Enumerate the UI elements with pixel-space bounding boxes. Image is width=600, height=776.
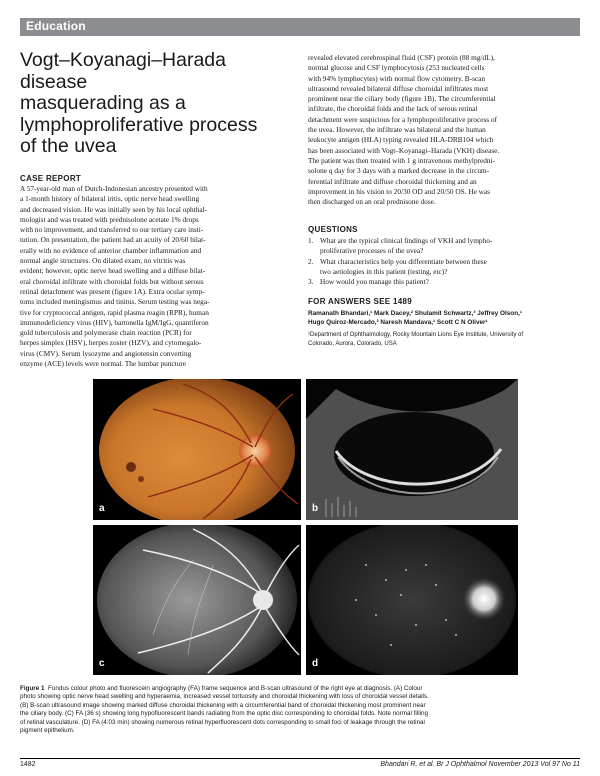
- section-banner: [20, 18, 580, 36]
- body-line: A 57-year-old man of Dutch-Indonesian ancestry presented with: [20, 184, 208, 193]
- affiliation-line: ¹Department of Ophthalmology, Rocky Mountain Lions Eye Institute, University of: [308, 332, 523, 338]
- body-line: tive for cryptococcal antigen, rapid plasma reagin (RPR), human: [20, 307, 209, 317]
- title-line: Vogt–Koyanagi–Harada disease: [20, 49, 226, 93]
- question-item: [308, 257, 580, 278]
- panel-label: b: [312, 503, 319, 514]
- question-line: two aetiologies in this patient (testing, etc)?: [320, 266, 448, 276]
- questions-heading: QUESTIONS: [308, 225, 358, 234]
- author-line: Hugo Quiroz-Mercado,³ Naresh Mandava,¹ Scott C N Oliver¹: [308, 319, 488, 327]
- body-line: evident; however, optic nerve head swelling and a diffuse bilat-: [20, 266, 206, 276]
- caption-line: [20, 685, 580, 693]
- body-line: retinal detachment was present (figure 1A). Extra ocular symp-: [20, 286, 205, 296]
- question-line: What are the typical clinical findings of VKH and lympho-: [320, 236, 493, 245]
- author-line: Ramanath Bhandari,¹ Mark Dacey,² Shulamit Schwartz,³ Jeffrey Olson,¹: [308, 310, 523, 317]
- article-title: [20, 50, 290, 158]
- caption-line: (B) B-scan ultrasound image showing marked diffuse choroidal thickening with a circumferential band of choroidal thickening most prominent near: [20, 701, 426, 709]
- body-line: then discharged on an oral prednisone dose.: [308, 197, 436, 207]
- fundus-photo-image: [93, 379, 301, 520]
- fundus-photo-panel: [93, 379, 301, 520]
- answers-link[interactable]: FOR ANSWERS SEE 1489: [308, 297, 412, 306]
- affiliation-line: Colorado, Aurora, Colorado, USA: [308, 340, 397, 347]
- page-number: 1482: [20, 761, 36, 768]
- body-line: ultrasound revealed bilateral diffuse choroidal infiltrates most: [308, 83, 489, 93]
- question-number: 2.: [308, 256, 314, 266]
- body-line: has been associated with Vogt–Koyanagi–Harada (VKH) disease.: [308, 145, 500, 155]
- body-line: toms included meningismus and tinitus. Serum testing was nega-: [20, 297, 210, 307]
- questions-list: [308, 236, 580, 287]
- body-line: detachment were suspicious for a lymphoproliferative process of: [308, 114, 498, 124]
- body-line: prominent near the ciliary body (figure 1B). The circumferential: [308, 94, 496, 104]
- caption-line: the ciliary body. (C) FA (36 s) showing long hypofluorescent bands radiating from the optic disc corresponding to choroidal folds. Note normal filling: [20, 710, 428, 718]
- case-report-heading: CASE REPORT: [20, 174, 82, 183]
- body-line: tution. On presentation, the patient had an acuity of 20/60 bilat-: [20, 235, 206, 245]
- body-line: with no improvement, and transferred to our tertiary care insti-: [20, 225, 204, 235]
- question-number: 3.: [308, 277, 314, 287]
- author-list: [308, 309, 580, 328]
- body-line: infiltrate, the choroidal folds and the lack of serous retinal: [308, 104, 478, 114]
- question-line: How would you manage this patient?: [320, 277, 429, 287]
- body-line: herpes simplex (HSV), herpes zoster (HZV), and cytomegalo-: [20, 338, 202, 348]
- journal-citation: Bhandari R, et al. Br J Ophthalmol November 2013 Vol 97 No 11: [380, 761, 580, 768]
- body-line: solone q day for 3 days with a marked decrease in the circum-: [308, 166, 490, 176]
- caption-line: photo showing optic nerve head swelling and hyperaemia, increased vessel tortuosity and choroidal thickening with loss of choroidal vessel details.: [20, 693, 429, 701]
- body-line: virus (CMV). Serum lysozyme and angiotensin converting: [20, 348, 192, 358]
- body-line: revealed elevated cerebrospinal fluid (CSF) protein (88 mg/dL),: [308, 53, 495, 62]
- caption-line: of retinal vasculature. (D) FA (4:03 min) showing numerous retinal hyperfluorescent dots corresponding to small foci of leakage through the retinal: [20, 718, 425, 726]
- body-line: normal glucose and CSF lymphocytosis (253 nucleated cells: [308, 63, 485, 73]
- question-item: [308, 277, 580, 287]
- fa-late-panel: [306, 525, 518, 675]
- body-line: mologist and was treated with prednisolone acetate 1% drops: [20, 214, 199, 224]
- panel-label: a: [99, 503, 105, 514]
- caption-text: Fundus colour photo and fluorescein angiography (FA) frame sequence and B-scan ultrasound of the right eye at diagnosis. (A) Colour: [48, 685, 423, 692]
- body-line: immunodeficiency virus (HIV), bartonella IgM/IgG, quantiferon: [20, 317, 209, 327]
- right-column-body: [308, 53, 580, 207]
- panel-label: d: [312, 658, 319, 669]
- body-line: the uvea. However, the infiltrate was bilateral and the human: [308, 125, 486, 135]
- body-line: The patient was then treated with 1 g intravenous methylpredni-: [308, 155, 496, 165]
- caption-line: pigment epithelium.: [20, 727, 75, 735]
- title-line: masquerading as a: [20, 92, 186, 114]
- title-line: lymphoproliferative process: [20, 113, 258, 136]
- fa-late-image: [306, 525, 518, 675]
- caption-label: Figure 1: [20, 685, 45, 692]
- title-line: of the uvea: [20, 135, 117, 157]
- figure-caption: [20, 685, 580, 735]
- body-line: leukocyte antigen (HLA) typing revealed HLA-DRB104 which: [308, 135, 494, 145]
- body-line: improvement in his vision to 20/30 OD and 20/50 OS. He was: [308, 186, 491, 196]
- body-line: enzyme (ACE) levels were normal. The lumbar puncture: [20, 359, 187, 369]
- case-report-body: [20, 184, 292, 369]
- affiliation: [308, 331, 580, 348]
- bscan-ultrasound-image: [306, 379, 518, 520]
- body-line: gold tuberculosis and polymerase chain reaction (PCR) for: [20, 328, 192, 338]
- body-line: with 94% lymphocytes) with normal flow cytometry. B-scan: [308, 73, 486, 83]
- fa-early-image: [93, 525, 301, 675]
- body-line: erally with no evidence of anterior chamber inflammation and: [20, 245, 202, 255]
- body-line: a 1-month history of bilateral iritis, optic nerve head swelling: [20, 194, 200, 204]
- bscan-ultrasound-panel: [306, 379, 518, 520]
- question-item: [308, 236, 580, 257]
- body-line: normal angle structures. On dilated exam, no vitritis was: [20, 256, 186, 266]
- question-line: proliferative processes of the uvea?: [320, 246, 424, 256]
- body-line: eral choroidal infiltrate with choroidal folds but without serous: [20, 276, 204, 286]
- fa-early-panel: [93, 525, 301, 675]
- body-line: ferential infiltrate and diffuse choroidal thickening and an: [308, 176, 477, 186]
- question-number: 1.: [308, 236, 314, 245]
- section-label: Education: [26, 19, 86, 33]
- footer-divider: [20, 758, 580, 759]
- question-line: What characteristics help you differentiate between these: [320, 256, 487, 266]
- panel-label: c: [99, 658, 105, 669]
- body-line: and decreased vision. He was initially seen by his local ophthal-: [20, 204, 208, 214]
